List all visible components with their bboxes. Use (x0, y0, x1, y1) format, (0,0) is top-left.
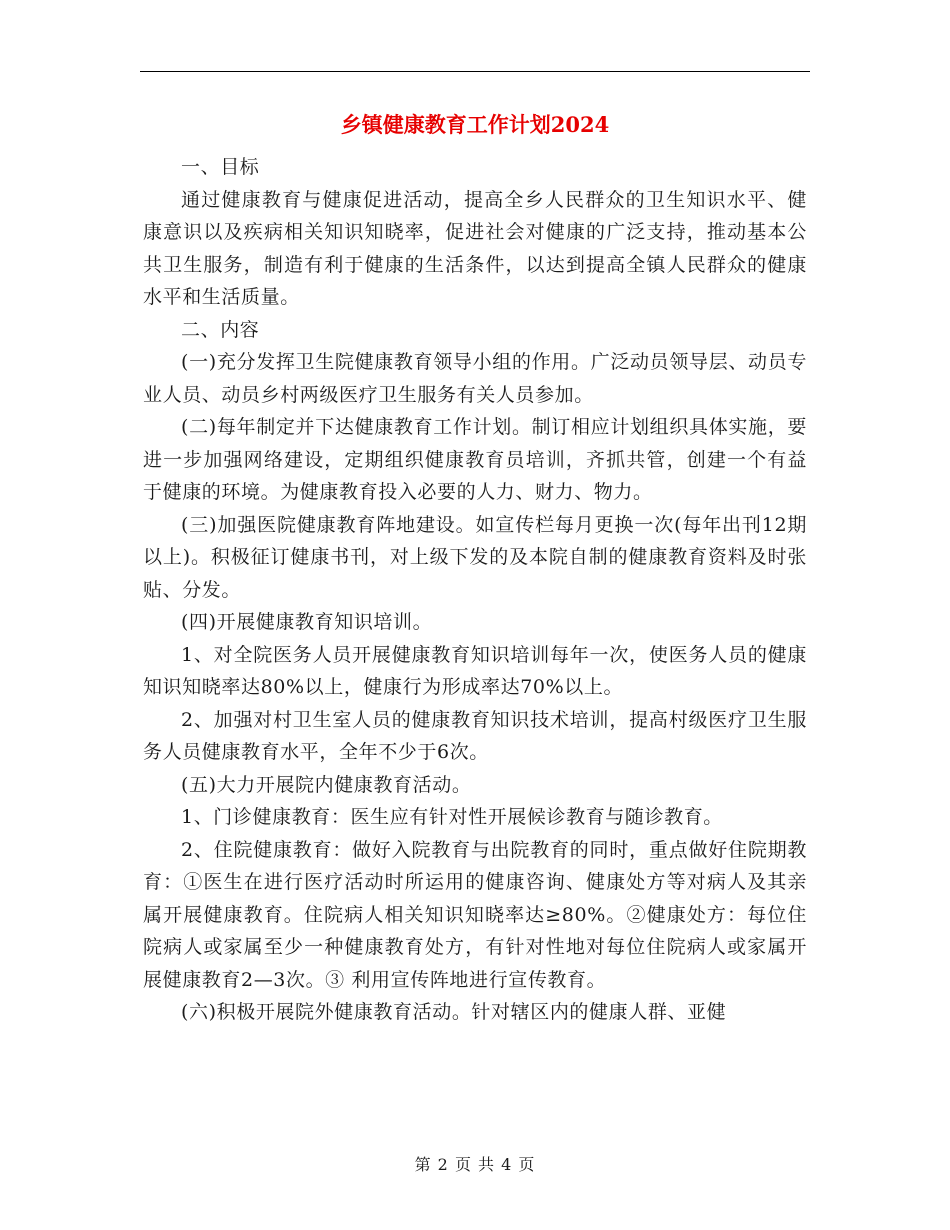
page-number-footer: 第 2 页 共 4 页 (414, 1155, 536, 1174)
section-heading-goal: 一、目标 (181, 156, 260, 178)
paragraph-item-3: (三)加强医院健康教育阵地建设。如宣传栏每月更换一次(每年出刊12期以上)。积极征订健康书刊，对上级下发的及本院自制的健康教育资料及时张贴、分发。 (143, 513, 807, 601)
paragraph-item-5: (五)大力开展院内健康教育活动。 (181, 773, 472, 796)
paragraph-item-4-sub-2: 2、加强对村卫生室人员的健康教育知识技术培训，提高村级医疗卫生服务人员健康教育水平，全年不少于6次。 (143, 708, 807, 763)
paragraph-item-5-sub-2: 2、住院健康教育：做好入院教育与出院教育的同时，重点做好住院期教育：①医生在进行医疗活动时所运用的健康咨询、健康处方等对病人及其亲属开展健康教育。住院病人相关知识知晓率达≥80%。②健康处方：每位住院病人或家属至少一种健康教育处方，有针对性地对每位住院病人或家属开展健康教育2—3次。③ 利用宣传阵地进行宣传教育。 (143, 838, 807, 991)
paragraph-item-4-sub-1: 1、对全院医务人员开展健康教育知识培训每年一次，使医务人员的健康知识知晓率达80%以上，健康行为形成率达70%以上。 (143, 643, 807, 698)
paragraph-item-2: (二)每年制定并下达健康教育工作计划。制订相应计划组织具体实施，要进一步加强网络建设，定期组织健康教育员培训，齐抓共管，创建一个有益于健康的环境。为健康教育投入必要的人力、财力、物力。 (143, 416, 807, 503)
paragraph-item-5-sub-1: 1、门诊健康教育：医生应有针对性开展候诊教育与随诊教育。 (181, 806, 723, 828)
paragraph-item-6: (六)积极开展院外健康教育活动。针对辖区内的健康人群、亚健 (181, 1001, 727, 1023)
paragraph-goal: 通过健康教育与健康促进活动，提高全乡人民群众的卫生知识水平、健康意识以及疾病相关知识知晓率，促进社会对健康的广泛支持，推动基本公共卫生服务，制造有利于健康的生活条件，以达到提高全镇人民群众的健康水平和生活质量。 (143, 188, 807, 308)
section-heading-content: 二、内容 (181, 318, 260, 341)
document-title: 乡镇健康教育工作计划2024 (340, 112, 610, 137)
paragraph-item-4: (四)开展健康教育知识培训。 (181, 611, 433, 633)
header-rule (140, 71, 810, 72)
document-body (143, 151, 807, 1029)
paragraph-item-1: (一)充分发挥卫生院健康教育领导小组的作用。广泛动员领导层、动员专业人员、动员乡村两级医疗卫生服务有关人员参加。 (143, 351, 807, 406)
